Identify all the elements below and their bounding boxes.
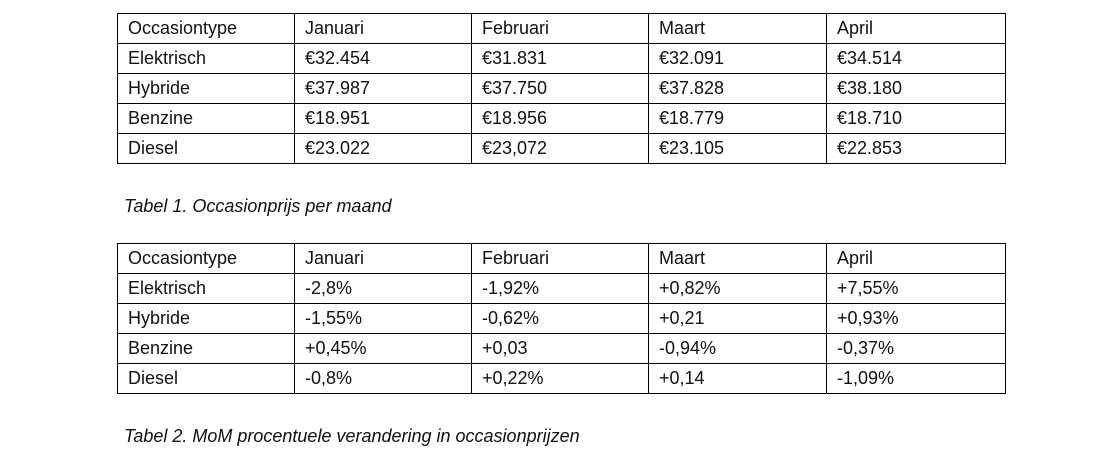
table-cell: -1,92% — [472, 274, 649, 304]
table-cell: Elektrisch — [118, 274, 295, 304]
table-cell: +7,55% — [827, 274, 1006, 304]
table-row — [118, 364, 1006, 394]
table-cell: Benzine — [118, 104, 295, 134]
table-cell: Diesel — [118, 364, 295, 394]
table-cell: -0,37% — [827, 334, 1006, 364]
table-cell: €18.956 — [472, 104, 649, 134]
header-cell: Maart — [649, 244, 827, 274]
header-cell: Occasiontype — [118, 14, 295, 44]
table-header-row — [118, 14, 1006, 44]
table-row — [118, 274, 1006, 304]
table-header-row — [118, 244, 1006, 274]
table-cell: €38.180 — [827, 74, 1006, 104]
header-cell: April — [827, 244, 1006, 274]
table-cell: +0,82% — [649, 274, 827, 304]
table-cell: €32.454 — [295, 44, 472, 74]
table-row — [118, 74, 1006, 104]
header-cell: April — [827, 14, 1006, 44]
table-cell: €18.779 — [649, 104, 827, 134]
table-cell: €31.831 — [472, 44, 649, 74]
table-row — [118, 334, 1006, 364]
table-cell: Hybride — [118, 74, 295, 104]
table-cell: +0,14 — [649, 364, 827, 394]
table-cell: €18.710 — [827, 104, 1006, 134]
table-cell: -1,55% — [295, 304, 472, 334]
table-row — [118, 44, 1006, 74]
table-cell: Benzine — [118, 334, 295, 364]
table-cell: Diesel — [118, 134, 295, 164]
table-caption: Tabel 1. Occasionprijs per maand — [124, 196, 392, 216]
table-caption: Tabel 2. MoM procentuele verandering in occasionprijzen — [124, 426, 580, 446]
table-cell: -1,09% — [827, 364, 1006, 394]
table-cell: +0,21 — [649, 304, 827, 334]
table-row — [118, 104, 1006, 134]
table-cell: €22.853 — [827, 134, 1006, 164]
table-cell: +0,93% — [827, 304, 1006, 334]
table-cell: €18.951 — [295, 104, 472, 134]
table-cell: +0,22% — [472, 364, 649, 394]
table-cell: €37.750 — [472, 74, 649, 104]
table-cell: -0,94% — [649, 334, 827, 364]
header-cell: Occasiontype — [118, 244, 295, 274]
table-row — [118, 134, 1006, 164]
header-cell: Januari — [295, 14, 472, 44]
table-cell: €23.105 — [649, 134, 827, 164]
price-table — [117, 13, 1006, 164]
table-cell: €37.987 — [295, 74, 472, 104]
mom-change-table — [117, 243, 1006, 394]
header-cell: Februari — [472, 14, 649, 44]
table-cell: €23.022 — [295, 134, 472, 164]
table-cell: +0,45% — [295, 334, 472, 364]
table-cell: €23,072 — [472, 134, 649, 164]
table-row — [118, 304, 1006, 334]
header-cell: Februari — [472, 244, 649, 274]
table-cell: +0,03 — [472, 334, 649, 364]
table-cell: Elektrisch — [118, 44, 295, 74]
table-cell: -0,62% — [472, 304, 649, 334]
header-cell: Januari — [295, 244, 472, 274]
table-cell: €34.514 — [827, 44, 1006, 74]
table-cell: -0,8% — [295, 364, 472, 394]
header-cell: Maart — [649, 14, 827, 44]
table-cell: €37.828 — [649, 74, 827, 104]
table-cell: -2,8% — [295, 274, 472, 304]
table-cell: €32.091 — [649, 44, 827, 74]
table-cell: Hybride — [118, 304, 295, 334]
